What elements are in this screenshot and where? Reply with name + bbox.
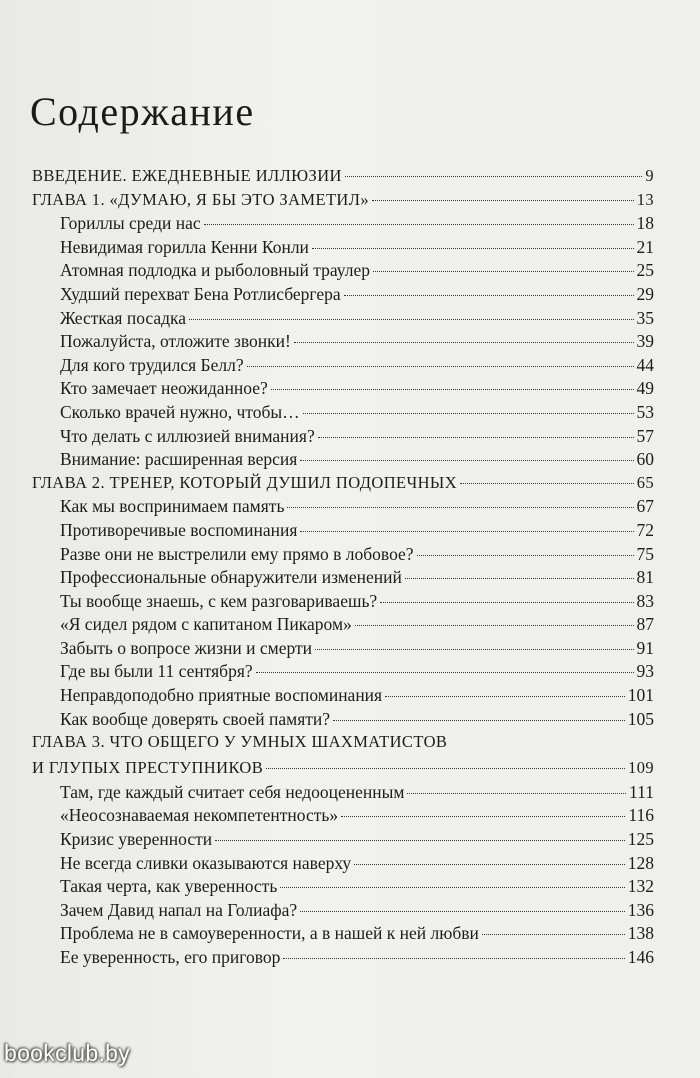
- toc-page-number: 18: [636, 213, 654, 234]
- dot-leader: [345, 176, 643, 177]
- toc-entry-title: ГЛАВА 2. ТРЕНЕР, КОТОРЫЙ ДУШИЛ ПОДОПЕЧНЫХ: [32, 472, 458, 492]
- toc-entry: [32, 947, 654, 971]
- toc-chapter-entry: [32, 190, 654, 214]
- toc-page-number: 105: [627, 708, 654, 729]
- toc-page-number: 44: [636, 354, 654, 375]
- dot-leader: [373, 271, 633, 272]
- toc-entry-title: Внимание: расширенная версия: [60, 449, 298, 470]
- toc-entry-title: Сколько врачей нужно, чтобы…: [60, 401, 300, 422]
- toc-entry-title: Как мы воспринимаем память: [60, 496, 285, 517]
- toc-entry-title: Гориллы среди нас: [60, 213, 201, 234]
- dot-leader: [189, 319, 633, 320]
- watermark-logo: bookclub.by: [4, 1040, 131, 1066]
- toc-entry-title: Атомная подлодка и рыболовный траулер: [60, 260, 371, 281]
- dot-leader: [354, 864, 625, 865]
- toc-entry: [32, 782, 654, 806]
- toc-entry-title: Кто замечает неожиданное?: [60, 378, 268, 399]
- toc-page-number: 83: [636, 590, 654, 611]
- toc-page-number: 128: [627, 852, 654, 873]
- table-of-contents: [32, 166, 654, 971]
- toc-entry-title: Профессиональные обнаружители изменений: [60, 567, 402, 588]
- toc-entry-title: ГЛАВА 3. ЧТО ОБЩЕГО У УМНЫХ ШАХМАТИСТОВ: [32, 732, 448, 752]
- toc-entry-title: Зачем Давид напал на Голиафа?: [60, 899, 298, 920]
- dot-leader: [247, 366, 634, 367]
- dot-leader: [405, 578, 634, 579]
- toc-page-number: 29: [636, 283, 654, 304]
- toc-entry: [32, 853, 654, 877]
- dot-leader: [271, 389, 634, 390]
- dot-leader: [385, 696, 625, 697]
- dot-leader: [215, 840, 625, 841]
- toc-page-number: 81: [636, 567, 654, 588]
- dot-leader: [344, 295, 634, 296]
- toc-page-number: 60: [636, 449, 654, 470]
- toc-entry-title: Неправдоподобно приятные воспоминания: [60, 685, 383, 706]
- toc-entry-title: Ты вообще знаешь, с кем разговариваешь?: [60, 590, 378, 611]
- dot-leader: [341, 816, 625, 817]
- dot-leader: [294, 342, 634, 343]
- toc-entry: [32, 426, 654, 450]
- toc-page-number: 49: [636, 378, 654, 399]
- toc-page-number: 67: [636, 496, 654, 517]
- toc-entry-title: «Я сидел рядом с капитаном Пикаром»: [60, 614, 352, 635]
- dot-leader: [482, 934, 625, 935]
- toc-page-number: 21: [636, 236, 654, 257]
- toc-chapter-entry: [32, 166, 654, 190]
- toc-page-number: 116: [628, 805, 654, 826]
- page-title: Содержание: [30, 89, 255, 134]
- toc-entry: [32, 544, 654, 568]
- toc-entry: [32, 614, 654, 638]
- dot-leader: [417, 555, 634, 556]
- toc-entry-title: Такая черта, как уверенность: [60, 876, 278, 897]
- toc-entry: [32, 923, 654, 947]
- toc-page-number: 132: [627, 876, 654, 897]
- toc-page-number: 13: [636, 189, 654, 209]
- toc-entry-title: Ее уверенность, его приговор: [60, 947, 281, 967]
- toc-entry: [32, 638, 654, 662]
- dot-leader: [283, 958, 624, 959]
- dot-leader: [407, 793, 626, 794]
- toc-entry-title: Пожалуйста, отложите звонки!: [60, 331, 291, 352]
- toc-entry: [32, 378, 654, 402]
- toc-entry-title: Для кого трудился Белл?: [60, 354, 244, 375]
- toc-entry-title: Кризис уверенности: [60, 829, 213, 850]
- dot-leader: [315, 649, 634, 650]
- toc-page-number: 75: [636, 543, 654, 564]
- toc-page-number: 57: [636, 425, 654, 446]
- toc-entry-title: Забыть о вопросе жизни и смерти: [60, 637, 312, 658]
- toc-page-number: 109: [628, 758, 654, 778]
- dot-leader: [204, 224, 634, 225]
- toc-entry-title: ВВЕДЕНИЕ. ЕЖЕДНЕВНЫЕ ИЛЛЮЗИИ: [32, 166, 342, 185]
- toc-entry-title: Там, где каждый считает себя недооцененным: [60, 781, 405, 802]
- toc-page-number: 125: [627, 829, 654, 850]
- dot-leader: [300, 911, 625, 912]
- toc-page-number: 87: [636, 614, 654, 635]
- toc-page-number: 101: [627, 685, 654, 706]
- toc-entry: [32, 661, 654, 685]
- toc-entry: [32, 308, 654, 332]
- toc-chapter-entry: [32, 758, 654, 782]
- toc-entry-title: Что делать с иллюзией внимания?: [60, 425, 315, 446]
- dot-leader: [372, 200, 634, 201]
- toc-entry: [32, 331, 654, 355]
- dot-leader: [312, 248, 634, 249]
- toc-page-number: 9: [645, 166, 654, 185]
- toc-page-number: 72: [636, 519, 654, 540]
- dot-leader: [280, 887, 624, 888]
- toc-entry: [32, 709, 654, 733]
- toc-entry: [32, 284, 654, 308]
- toc-page-number: 111: [629, 781, 654, 802]
- toc-entry-title: Жесткая посадка: [60, 307, 187, 328]
- dot-leader: [333, 720, 625, 721]
- toc-entry: [32, 829, 654, 853]
- dot-leader: [300, 460, 633, 461]
- toc-entry: [32, 591, 654, 615]
- toc-page-number: 65: [636, 472, 654, 492]
- toc-entry: [32, 449, 654, 473]
- dot-leader: [266, 768, 625, 769]
- toc-entry: [32, 900, 654, 924]
- dot-leader: [318, 437, 634, 438]
- toc-page-number: 35: [636, 307, 654, 328]
- toc-page-number: 39: [636, 331, 654, 352]
- toc-entry: [32, 213, 654, 237]
- dot-leader: [300, 531, 633, 532]
- toc-entry: [32, 685, 654, 709]
- dot-leader: [380, 602, 633, 603]
- dot-leader: [287, 507, 633, 508]
- toc-page-number: 93: [636, 661, 654, 682]
- toc-entry-title: Не всегда сливки оказываются наверху: [60, 852, 352, 873]
- toc-entry-title: Невидимая горилла Кенни Конли: [60, 236, 309, 257]
- toc-entry-title: «Неосознаваемая некомпетентность»: [60, 805, 339, 826]
- toc-chapter-entry: [32, 732, 654, 758]
- toc-entry-title: Противоречивые воспоминания: [60, 519, 298, 540]
- toc-entry-title: Проблема не в самоуверенности, а в нашей к ней любви: [60, 923, 479, 944]
- dot-leader: [460, 483, 634, 484]
- toc-chapter-entry: [32, 473, 654, 497]
- dot-leader: [256, 672, 634, 673]
- dot-leader: [355, 625, 634, 626]
- toc-page-number: 146: [627, 947, 654, 967]
- toc-entry: [32, 567, 654, 591]
- toc-entry: [32, 520, 654, 544]
- toc-entry-title: Разве они не выстрелили ему прямо в лобовое?: [60, 543, 414, 564]
- toc-entry: [32, 355, 654, 379]
- toc-entry-title: ГЛАВА 1. «ДУМАЮ, Я БЫ ЭТО ЗАМЕТИЛ»: [32, 189, 369, 209]
- toc-entry-title: Где вы были 11 сентября?: [60, 661, 253, 682]
- toc-entry-title: И ГЛУПЫХ ПРЕСТУПНИКОВ: [32, 758, 264, 778]
- toc-entry: [32, 402, 654, 426]
- toc-entry-title: Худший перехват Бена Ротлисбергера: [60, 283, 341, 304]
- toc-entry: [32, 496, 654, 520]
- toc-page-number: 53: [636, 401, 654, 422]
- toc-entry: [32, 876, 654, 900]
- toc-entry: [32, 237, 654, 261]
- toc-page-number: 25: [636, 260, 654, 281]
- toc-page-number: 136: [627, 899, 654, 920]
- dot-leader: [303, 413, 634, 414]
- toc-entry: [32, 805, 654, 829]
- toc-entry-title: Как вообще доверять своей памяти?: [60, 708, 331, 729]
- toc-page-number: 138: [627, 923, 654, 944]
- toc-entry: [32, 260, 654, 284]
- toc-page-number: 91: [636, 637, 654, 658]
